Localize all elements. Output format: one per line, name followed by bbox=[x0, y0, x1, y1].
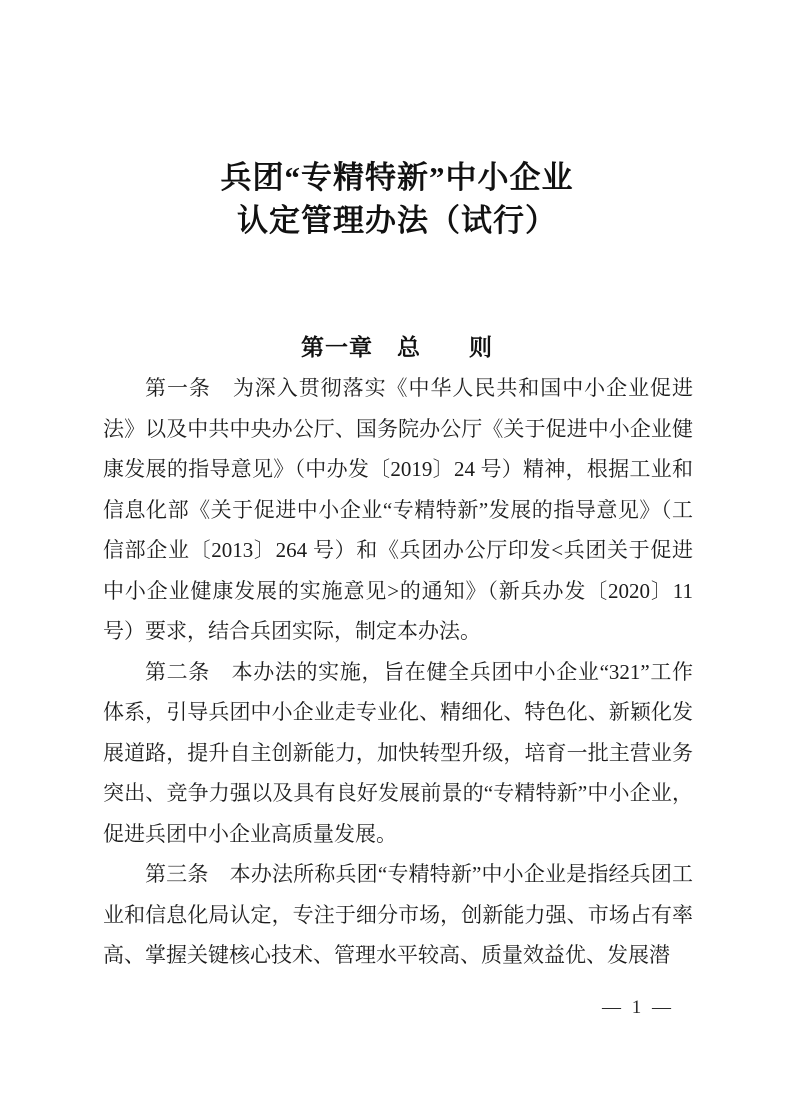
paragraph-article-2: 第二条 本办法的实施，旨在健全兵团中小企业“321”工作体系，引导兵团中小企业走专业化、精细化、特色化、新颖化发展道路，提升自主创新能力，加快转型升级，培育一批主营业务突出、竞争力强以及具有良好发展前景的“专精特新”中小企业，促进兵团中小企业高质量发展。 bbox=[103, 659, 693, 846]
paragraph-article-1: 第一条 为深入贯彻落实《中华人民共和国中小企业促进法》以及中共中央办公厅、国务院办公厅《关于促进中小企业健康发展的指导意见》（中办发〔2019〕24 号）精神，根据工业和信息化部《关于促进中小企业“专精特新”发展的指导意见》（工信部企业〔2013〕264 号）和《兵团办公厅印发<兵团关于促进中小企业健康发展的实施意见>的通知》（新兵办发〔2020〕11 号）要求，结合兵团实际，制定本办法。 bbox=[103, 376, 693, 643]
document-title-line-2: 认定管理办法（试行） bbox=[237, 203, 557, 238]
paragraph-article-3: 第三条 本办法所称兵团“专精特新”中小企业是指经兵团工业和信息化局认定，专注于细分市场，创新能力强、市场占有率高、掌握关键核心技术、管理水平较高、质量效益优、发展潜 bbox=[103, 862, 693, 967]
document-title bbox=[0, 156, 794, 242]
document-title-line-1: 兵团“专精特新”中小企业 bbox=[220, 160, 574, 195]
chapter-heading: 第一章 总 则 bbox=[301, 335, 493, 360]
document-body bbox=[103, 368, 693, 976]
page-number: — 1 — bbox=[602, 997, 674, 1018]
